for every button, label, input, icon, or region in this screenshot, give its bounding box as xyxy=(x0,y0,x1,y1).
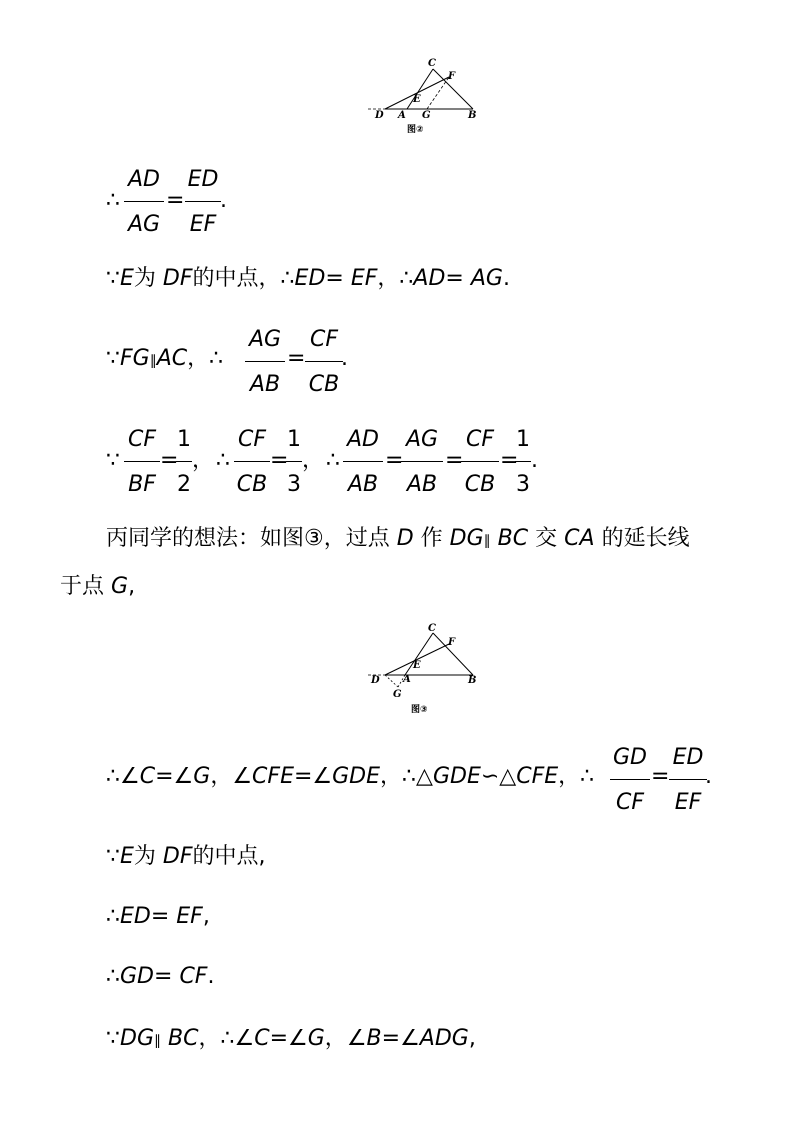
text: 为 xyxy=(133,844,163,869)
denominator: CB xyxy=(464,472,496,497)
numerator: 1 xyxy=(516,427,530,452)
equals-sign: = xyxy=(270,448,289,473)
therefore-symbol: ∴ xyxy=(209,346,224,371)
denominator: CF xyxy=(615,790,644,815)
parallel-symbol: ∥ xyxy=(154,1033,161,1049)
equals-sign: = xyxy=(651,764,670,789)
text: 的中点, xyxy=(192,844,266,869)
denominator: 2 xyxy=(177,472,191,497)
line-e-midpoint xyxy=(106,268,510,290)
fig2-label-d: D xyxy=(375,110,384,121)
segment-dg: DG xyxy=(449,526,484,551)
fig2-label-e: E xyxy=(413,94,421,105)
angle-gde: ∠GDE xyxy=(312,764,381,789)
segment-ed: ED xyxy=(294,266,326,291)
numerator: AG xyxy=(248,327,282,352)
denominator: AB xyxy=(406,472,438,497)
equals-sign: = xyxy=(160,448,179,473)
equals-sign: = xyxy=(166,188,185,213)
denominator: EF xyxy=(189,212,217,237)
comma: ， xyxy=(192,448,215,473)
numerator: 1 xyxy=(287,427,301,452)
comma: ， xyxy=(198,1026,221,1051)
fig2-label-f: F xyxy=(448,71,456,82)
numerator: CF xyxy=(237,427,266,452)
fig3-label-d: D xyxy=(371,675,380,686)
denominator: CB xyxy=(236,472,268,497)
line-fg-parallel-ac xyxy=(106,348,223,370)
text: 作 xyxy=(420,526,450,551)
line-gd-eq-cf xyxy=(106,966,214,988)
comma: , xyxy=(128,574,136,599)
equals-sign: = xyxy=(269,1026,289,1051)
fig2-label-a: A xyxy=(398,110,406,121)
triangle-cfe: △CFE xyxy=(499,764,559,789)
equals-sign: = xyxy=(381,1026,401,1051)
angle-cfe: ∠CFE xyxy=(232,764,294,789)
text: 为 xyxy=(133,266,156,291)
therefore-symbol: ∴ xyxy=(216,448,230,473)
point-g: G xyxy=(111,574,129,599)
fraction-ag-ab xyxy=(245,329,285,396)
numerator: AD xyxy=(347,427,379,452)
fraction-ad-ag xyxy=(124,169,164,236)
text: 交 xyxy=(535,526,565,551)
text: 的延长线 xyxy=(601,526,690,551)
fig2-label-g: G xyxy=(422,110,431,121)
therefore-symbol: ∴ xyxy=(326,448,340,473)
comma: ， xyxy=(302,448,325,473)
equals-sign: = xyxy=(293,764,313,789)
period: . xyxy=(531,448,538,473)
numerator: AG xyxy=(405,427,439,452)
fraction-1-3 xyxy=(286,429,302,496)
equals-sign: = xyxy=(154,964,173,989)
comma: ， xyxy=(324,1026,347,1051)
fraction-ed-ef xyxy=(185,169,221,236)
equals-sign: = xyxy=(500,448,519,473)
text: 的中点， xyxy=(192,266,281,291)
text: 于点 xyxy=(60,574,111,599)
angle-g: ∠G xyxy=(288,1026,325,1051)
equals-sign: = xyxy=(385,448,404,473)
denominator: BF xyxy=(128,472,156,497)
equals-sign: = xyxy=(445,448,464,473)
therefore-symbol: ∴ xyxy=(106,188,120,213)
figure-3-diagram xyxy=(365,620,485,715)
denominator: AB xyxy=(249,372,281,397)
fraction-ag-ab xyxy=(401,429,443,496)
therefore-symbol: ∴ xyxy=(106,764,120,789)
fig3-label-f: F xyxy=(448,637,456,648)
numerator: ED xyxy=(672,745,704,770)
therefore-symbol: ∴ xyxy=(402,764,417,789)
fraction-cf-cb xyxy=(305,329,343,396)
segment-gd: GD xyxy=(120,964,154,989)
comma: ， xyxy=(377,266,400,291)
triangle-gde: △GDE xyxy=(416,764,481,789)
equals-sign: = xyxy=(325,266,344,291)
therefore-symbol: ∴ xyxy=(580,764,595,789)
segment-dg: DG xyxy=(120,1026,154,1051)
fraction-1-3-2 xyxy=(515,429,531,496)
segment-cf: CF xyxy=(179,964,208,989)
comma: , xyxy=(202,904,210,929)
fraction-cf-cb xyxy=(234,429,270,496)
numerator: AD xyxy=(128,167,160,192)
line-e-midpoint-2 xyxy=(106,846,266,868)
angle-adg: ∠ADG xyxy=(400,1026,469,1051)
fraction-cf-bf xyxy=(124,429,160,496)
numerator: CF xyxy=(465,427,494,452)
denominator: CB xyxy=(308,372,340,397)
line-point-g xyxy=(60,576,135,598)
parallel-symbol: ∥ xyxy=(483,533,491,549)
denominator: 3 xyxy=(287,472,301,497)
segment-ca: CA xyxy=(564,526,595,551)
fig3-label-g: G xyxy=(393,689,402,700)
denominator: EF xyxy=(674,790,702,815)
period: . xyxy=(207,964,215,989)
therefore-symbol: ∴ xyxy=(399,266,414,291)
fig3-label-c: C xyxy=(428,623,436,634)
equals-sign: = xyxy=(155,764,174,789)
point-e: E xyxy=(120,266,134,291)
segment-bc: BC xyxy=(497,526,529,551)
because-symbol: ∵ xyxy=(106,346,120,371)
segment-ac: AC xyxy=(156,346,188,371)
segment-ag: AG xyxy=(470,266,503,291)
numerator: GD xyxy=(613,745,647,770)
equals-sign: = xyxy=(150,904,170,929)
therefore-symbol: ∴ xyxy=(220,1026,235,1051)
comma: , xyxy=(468,1026,476,1051)
angle-c: ∠C xyxy=(120,764,156,789)
segment-ef: EF xyxy=(350,266,378,291)
parallel-symbol: ∥ xyxy=(149,353,157,369)
segment-ef: EF xyxy=(176,904,203,929)
denominator: AB xyxy=(347,472,379,497)
figure-2-diagram xyxy=(365,55,485,140)
fig2-label-b: B xyxy=(468,110,477,121)
fraction-ed-ef xyxy=(669,747,707,814)
therefore-symbol: ∴ xyxy=(106,904,120,929)
therefore-symbol: ∴ xyxy=(280,266,295,291)
because-symbol: ∵ xyxy=(106,266,120,291)
angle-g: ∠G xyxy=(173,764,211,789)
comma: ， xyxy=(380,764,403,789)
fig3-label-a: A xyxy=(403,674,411,685)
segment-df: DF xyxy=(162,266,193,291)
similar-symbol: ∽ xyxy=(480,764,500,789)
line-similar-triangles xyxy=(106,766,594,788)
fraction-gd-cf xyxy=(610,747,650,814)
denominator: AG xyxy=(127,212,161,237)
point-d: D xyxy=(396,526,414,551)
fraction-1-2 xyxy=(176,429,192,496)
line-bing-idea xyxy=(106,528,690,550)
segment-ad: AD xyxy=(413,266,446,291)
period: . xyxy=(220,188,227,213)
numerator: CF xyxy=(309,327,338,352)
segment-df: DF xyxy=(162,844,193,869)
numerator: ED xyxy=(187,167,219,192)
fraction-ad-ab xyxy=(343,429,383,496)
segment-fg: FG xyxy=(120,346,150,371)
because-symbol: ∵ xyxy=(106,844,120,869)
denominator: 3 xyxy=(516,472,530,497)
segment-ed: ED xyxy=(120,904,151,929)
comma: ， xyxy=(210,764,233,789)
because-symbol: ∵ xyxy=(106,1026,120,1051)
equals-sign: = xyxy=(287,346,306,371)
therefore-symbol: ∴ xyxy=(106,964,120,989)
fig2-caption: 图② xyxy=(407,125,424,135)
fraction-cf-cb-2 xyxy=(461,429,499,496)
equals-sign: = xyxy=(445,266,464,291)
period: . xyxy=(341,346,348,371)
fig3-label-e: E xyxy=(413,660,421,671)
angle-b: ∠B xyxy=(346,1026,382,1051)
numerator: CF xyxy=(127,427,156,452)
line-ed-eq-ef xyxy=(106,906,210,928)
line-dg-parallel-bc xyxy=(106,1028,476,1050)
because-symbol: ∵ xyxy=(106,448,120,473)
text: 丙同学的想法：如图③，过点 xyxy=(106,526,397,551)
segment-bc: BC xyxy=(168,1026,199,1051)
period: . xyxy=(502,266,510,291)
point-e: E xyxy=(120,844,134,869)
comma: ， xyxy=(558,764,581,789)
period: . xyxy=(705,764,712,789)
comma: ， xyxy=(187,346,210,371)
numerator: 1 xyxy=(177,427,191,452)
fig2-label-c: C xyxy=(428,58,436,69)
fig3-label-b: B xyxy=(468,675,477,686)
angle-c: ∠C xyxy=(234,1026,270,1051)
fig3-caption: 图③ xyxy=(411,705,428,715)
